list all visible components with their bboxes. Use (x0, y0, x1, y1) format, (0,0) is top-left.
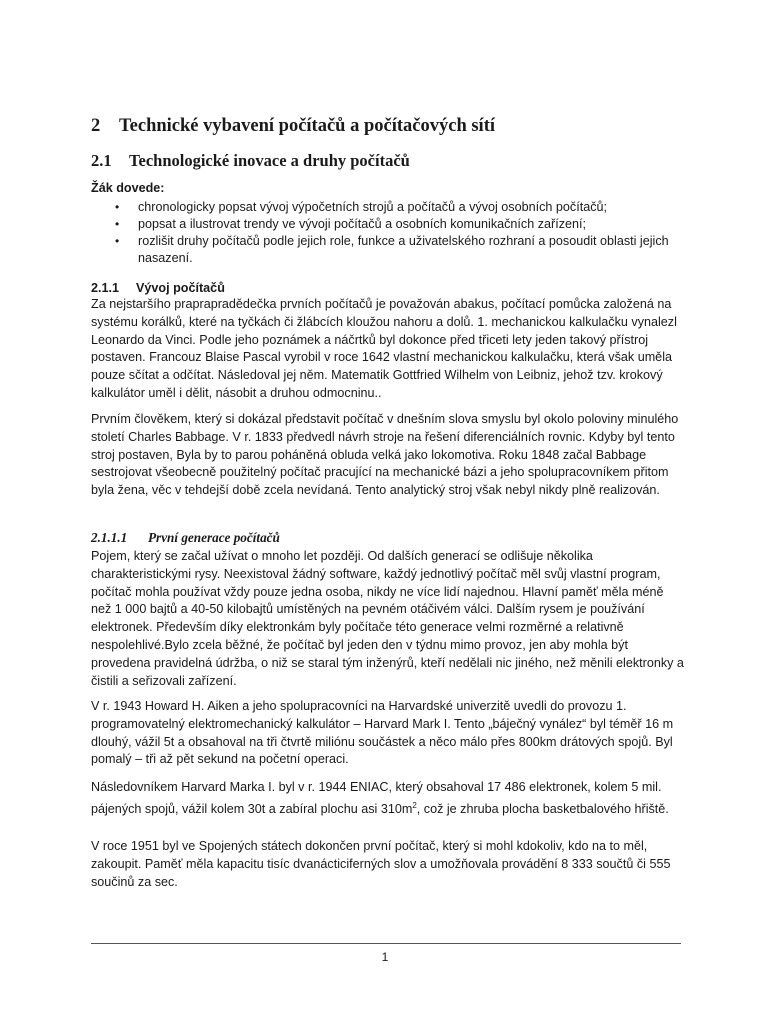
subsubsection-number: 2.1.1.1 (91, 530, 128, 545)
learning-outcomes-lead: Žák dovede: (91, 181, 165, 195)
list-item: • chronologicky popsat vývoj výpočetních strojů a počítačů a vývoj osobních počítačů; (91, 199, 681, 216)
subsection-heading (91, 281, 225, 295)
paragraph: V r. 1943 Howard H. Aiken a jeho spolupracovníci na Harvardské univerzitě uvedli do provozu 1. programovatelný elektromechanický kalkulátor – Harvard Mark I. Tento „báječný vynález“ byl téměř 16 m dlouhý, vážil 5t a obsahoval na tři čtvrtě miliónu součástek a něco málo přes 800km drátových spojů. Byl pomalý – tři až pět sekund na početní operaci. (91, 699, 674, 767)
superscript: 2 (412, 800, 417, 810)
subsection-number: 2.1.1 (91, 281, 120, 295)
paragraph-text: Následovníkem Harvard Marka I. byl v r. 1944 ENIAC, který obsahoval 17 486 elektronek, kolem 5 mil. pájených spojů, vážil kolem 30t a zabíral plochu asi 310m (91, 780, 662, 816)
paragraph: Pojem, který se začal užívat o mnoho let později. Od dalších generací se odlišuje několika charakteristickými rysy. Neexistoval žádný software, každý jednotlivý počítač měl svůj vlastní program, počítač mohla používat vždy pouze jedna osoba, nikdy ne více lidí najednou. Hlavní paměť měla méně než 1 000 bajtů a 40-50 kilobajtů umístěných na pevném otáčivém válci. Dalším rysem je používání elektronek. Především díky elektronkám byly počítače této generace velmi rozměrné a relativně nespolehlivé.Bylo zcela běžné, že počítač byl jeden den v týdnu mimo provoz, jen aby mohla být provedena pravidelná údržba, o niž se staral tým inženýrů, kteří nedělali nic jiného, než měnili elektronky a čistili a seřizovali zařízení. (91, 549, 684, 688)
learning-outcomes-list (91, 199, 681, 267)
paragraph: V roce 1951 byl ve Spojených státech dokončen první počítač, který si mohl kdokoliv, kdo na to měl, zakoupit. Paměť měla kapacitu tisíc dvanácticiferných slov a umožňovala provádění 8 333 součtů či 555 součinů za sec. (91, 839, 671, 889)
section-title: Technologické inovace a druhy počítačů (129, 151, 410, 170)
footer-divider (91, 943, 681, 944)
chapter-number: 2 (91, 116, 101, 136)
subsection-title: Vývoj počítačů (136, 281, 225, 295)
paragraph-eniac (91, 779, 687, 819)
subsubsection-title: První generace počítačů (148, 530, 280, 545)
paragraph-text: , což je zhruba plocha basketbalového hřiště. (416, 801, 669, 816)
page-number: 1 (381, 950, 389, 964)
chapter-title: Technické vybavení počítačů a počítačových sítí (119, 116, 495, 136)
paragraph: Prvním člověkem, který si dokázal představit počítač v dnešním slova smyslu byl okolo poloviny minulého století Charles Babbage. V r. 1833 předvedl návrh stroje na řešení diferenciálních rovnic. Kdyby byl tento stroj postaven, Byla by to parou poháněná obluda velká jako lokomotiva. Roku 1848 začal Babbage sestrojovat všeobecně použitelný počítač pracující na mechanické bázi a jeho spolupracovníkem přitom byla žena, věc v tehdejší době zcela nevídaná. Tento analytický stroj však nebyl nikdy plně realizován. (91, 412, 679, 498)
paragraph: Za nejstaršího praprapradědečka prvních počítačů je považován abakus, počítací pomůcka založená na systému korálků, které na tyčkách či žlábcích kloužou nahoru a dolů. 1. mechanickou kalkulačku vynalezl Leonardo da Vinci. Podle jeho poznámek a náčrtků byl dokonce před třiceti lety jeden takový přístroj postaven. Francouz Blaise Pascal vyrobil v roce 1642 vlastní mechanickou kalkulačku, která však uměla pouze sčítat a odčítat. Následoval jej něm. Matematik Gottfried Wilhelm von Leibniz, jehož tzv. krokový kalkulátor uměl i dělit, násobit a druhou odmocninu.. (91, 297, 677, 400)
section-heading (91, 151, 410, 171)
section-number: 2.1 (91, 151, 112, 170)
list-item: • rozlišit druhy počítačů podle jejich role, funkce a uživatelského rozhraní a posoudit oblasti jejich nasazení. (91, 233, 681, 267)
subsubsection-heading (91, 530, 280, 546)
list-item: • popsat a ilustrovat trendy ve vývoji počítačů a osobních komunikačních zařízení; (91, 216, 681, 233)
chapter-heading (91, 116, 495, 137)
